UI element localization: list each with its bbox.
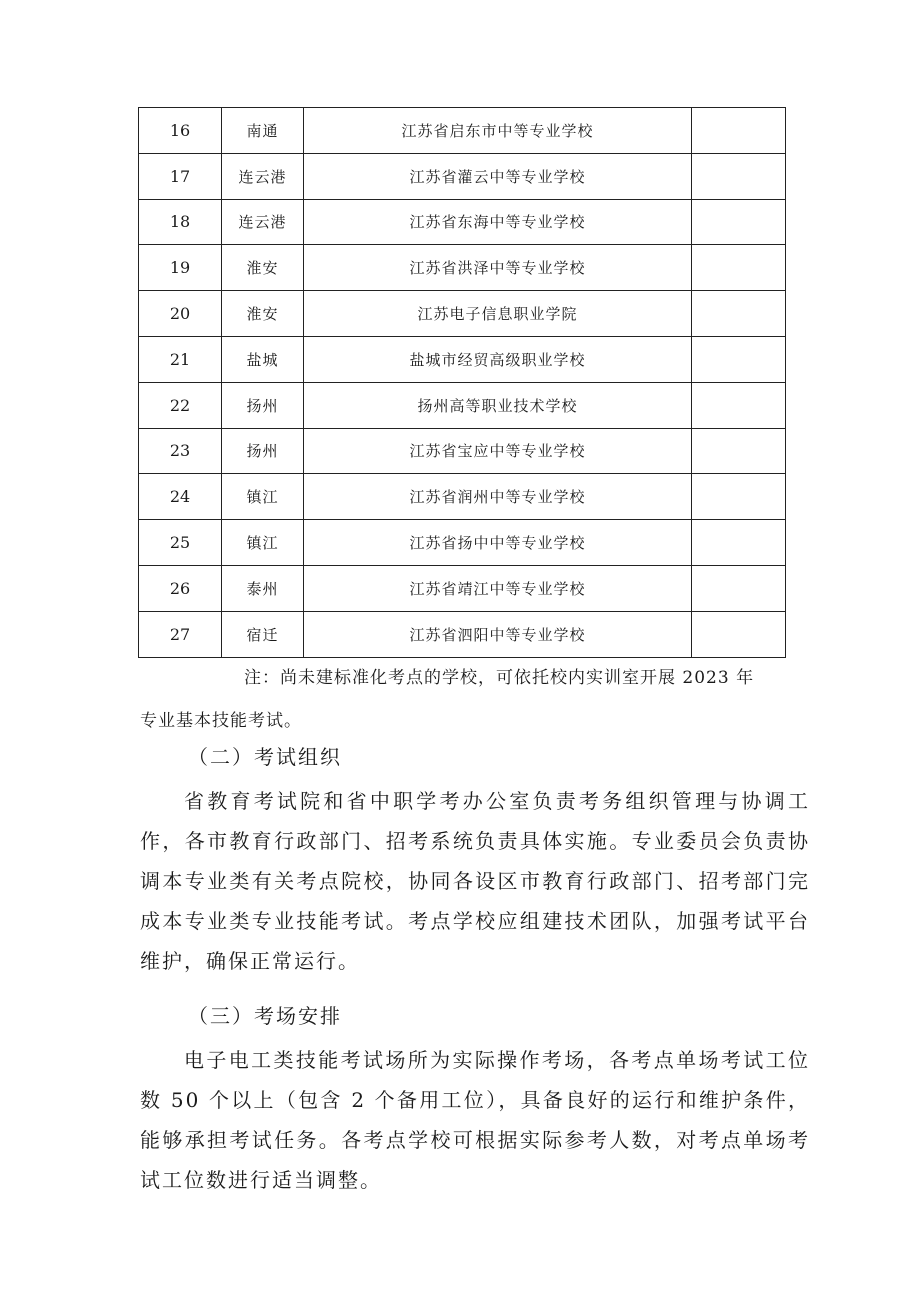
table-row [139, 520, 786, 566]
row-school: 盐城市经贸高级职业学校 [304, 336, 692, 382]
row-school: 扬州高等职业技术学校 [304, 382, 692, 428]
row-remark [692, 428, 786, 474]
row-remark [692, 199, 786, 245]
exam-site-table [138, 107, 786, 658]
table-row [139, 611, 786, 657]
section-heading-venue: （三）考场安排 [188, 1004, 342, 1028]
row-remark [692, 153, 786, 199]
table-note-line1: 注：尚未建标准化考点的学校，可依托校内实训室开展 2023 年 [244, 668, 755, 688]
row-number: 17 [139, 153, 222, 199]
row-city: 连云港 [222, 153, 304, 199]
row-number: 19 [139, 245, 222, 291]
row-remark [692, 382, 786, 428]
row-school: 江苏省扬中中等专业学校 [304, 520, 692, 566]
table-row [139, 474, 786, 520]
row-city: 泰州 [222, 565, 304, 611]
row-school: 江苏省灌云中等专业学校 [304, 153, 692, 199]
table-row [139, 382, 786, 428]
table-row [139, 199, 786, 245]
row-remark [692, 336, 786, 382]
row-city: 扬州 [222, 428, 304, 474]
row-city: 扬州 [222, 382, 304, 428]
row-school: 江苏省东海中等专业学校 [304, 199, 692, 245]
table-row [139, 245, 786, 291]
section-body-venue: 电子电工类技能考试场所为实际操作考场，各考点单场考试工位数 50 个以上（包含 2 个备用工位），具备良好的运行和维护条件，能够承担考试任务。各考点学校可根据实际参考人数，对考点单场考试工位数进行适当调整。 [140, 1048, 810, 1192]
row-number: 27 [139, 611, 222, 657]
table-note-line2: 专业基本技能考试。 [140, 711, 302, 731]
table-body [139, 108, 786, 658]
row-remark [692, 565, 786, 611]
row-city: 淮安 [222, 291, 304, 337]
row-school: 江苏省启东市中等专业学校 [304, 108, 692, 154]
row-city: 南通 [222, 108, 304, 154]
row-number: 16 [139, 108, 222, 154]
section-heading-organization: （二）考试组织 [188, 745, 342, 769]
row-school: 江苏省泗阳中等专业学校 [304, 611, 692, 657]
row-city: 宿迁 [222, 611, 304, 657]
table-row [139, 108, 786, 154]
table-row [139, 153, 786, 199]
row-number: 25 [139, 520, 222, 566]
row-remark [692, 245, 786, 291]
row-city: 镇江 [222, 520, 304, 566]
row-remark [692, 520, 786, 566]
row-school: 江苏电子信息职业学院 [304, 291, 692, 337]
table-row [139, 291, 786, 337]
row-number: 24 [139, 474, 222, 520]
row-school: 江苏省靖江中等专业学校 [304, 565, 692, 611]
row-number: 20 [139, 291, 222, 337]
row-city: 镇江 [222, 474, 304, 520]
row-remark [692, 291, 786, 337]
row-remark [692, 474, 786, 520]
section-body-organization: 省教育考试院和省中职学考办公室负责考务组织管理与协调工作，各市教育行政部门、招考系统负责具体实施。专业委员会负责协调本专业类有关考点院校，协同各设区市教育行政部门、招考部门完成本专业类专业技能考试。考点学校应组建技术团队，加强考试平台维护，确保正常运行。 [140, 789, 810, 973]
row-city: 连云港 [222, 199, 304, 245]
table-row [139, 336, 786, 382]
row-school: 江苏省洪泽中等专业学校 [304, 245, 692, 291]
row-number: 23 [139, 428, 222, 474]
row-city: 盐城 [222, 336, 304, 382]
row-school: 江苏省宝应中等专业学校 [304, 428, 692, 474]
row-number: 22 [139, 382, 222, 428]
row-remark [692, 108, 786, 154]
row-number: 18 [139, 199, 222, 245]
row-remark [692, 611, 786, 657]
row-number: 21 [139, 336, 222, 382]
row-city: 淮安 [222, 245, 304, 291]
table-row [139, 565, 786, 611]
table-row [139, 428, 786, 474]
row-school: 江苏省润州中等专业学校 [304, 474, 692, 520]
row-number: 26 [139, 565, 222, 611]
